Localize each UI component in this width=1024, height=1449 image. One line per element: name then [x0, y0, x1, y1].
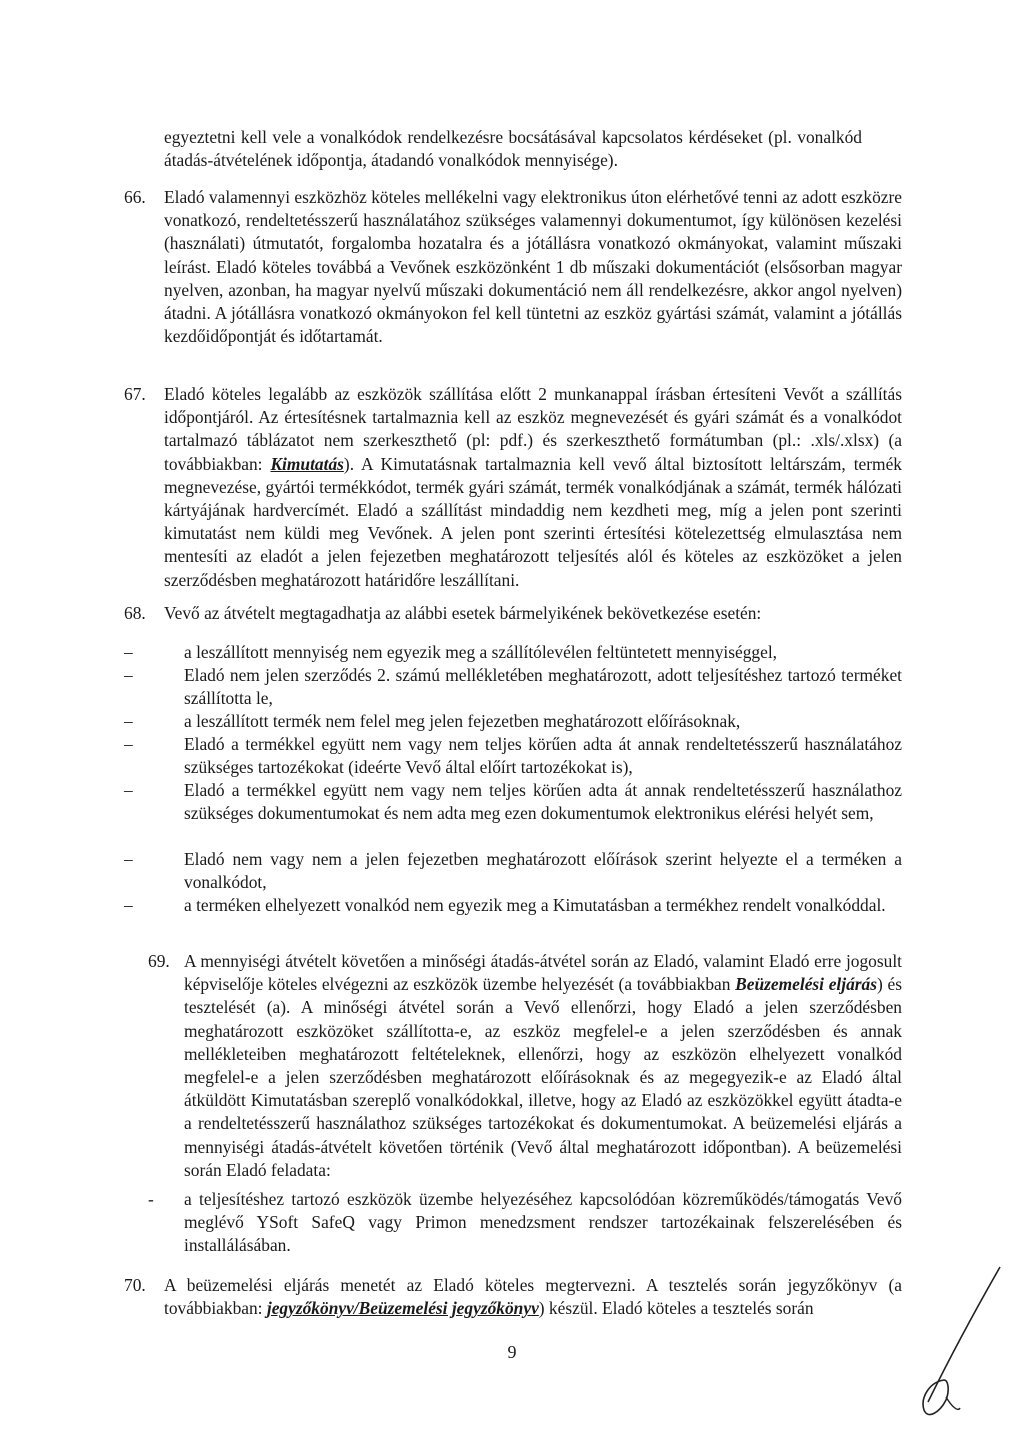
- paragraph-67: [164, 383, 902, 592]
- paragraph-67-part-a: Eladó köteles legalább az eszközök szállítása előtt 2 munkanappal írásban értesíteni Vevőt a szállítás időpontjáról. Az értesítésnek tartalmaznia kell az eszköz megnevezését és gyári számát és a vonalkódot tartalmazó táblázatot nem szerkeszthető (pl: pdf.) és szerkeszthető formátumban (pl.: .xls/.xlsx) (a továbbiakban:: [164, 384, 902, 474]
- paragraph-68: Vevő az átvételt megtagadhatja az alábbi esetek bármelyikének bekövetkezése esetén:: [164, 603, 762, 623]
- paragraph-number-69: 69.: [148, 951, 170, 971]
- paragraph-70-part-b: ) készül. Eladó köteles a tesztelés során: [538, 1298, 814, 1319]
- term-jegyzokonyv: jegyzőkönyv/Beüzemelési jegyzőkönyv: [266, 1298, 539, 1319]
- list-bullet: –: [124, 734, 133, 754]
- paragraph-70: [164, 1274, 902, 1320]
- paragraph-number-70: 70.: [124, 1275, 146, 1295]
- list-item: a terméken elhelyezett vonalkód nem egyezik meg a Kimutatásban a termékhez rendelt vonalkóddal.: [184, 895, 886, 915]
- list-bullet: -: [148, 1189, 154, 1209]
- list-item: a leszállított mennyiség nem egyezik meg a szállítólevélen feltüntetett mennyiséggel,: [184, 642, 778, 662]
- list-item: Eladó nem jelen szerződés 2. számú mellékletében meghatározott, adott teljesítéshez tartozó terméket szállította le,: [184, 665, 902, 709]
- list-bullet: –: [124, 711, 133, 731]
- signature-mark: [900, 1262, 1010, 1422]
- term-kimutatas: Kimutatás: [270, 453, 344, 474]
- paragraph-number-67: 67.: [124, 384, 146, 404]
- paragraph-69-part-b: ) és tesztelését (a). A minőségi átvétel során a Vevő ellenőrzi, hogy Eladó a jelen szerződésben meghatározott eszközöket szállította-e, az eszköz megfelel-e a jelen szerződésben és annak mellékleteiben meghatározott feltételeknek, ellenőrzi, hogy az eszközön elhelyezett vonalkód megfelel-e a jelen szerződésben meghatározott előírásoknak és az megegyezik-e az Eladó által átküldött Kimutatásban szereplő vonalkódokkal, illetve, hogy az Eladó az eszközökkel együtt átadta-e a rendeltetésszerű használathoz szükséges tartozékokat és dokumentumokat. A beüzemelési eljárás a mennyiségi átadás-átvételt követően történik (Vevő által meghatározott időpontban). A beüzemelési során Eladó feladata:: [184, 974, 902, 1180]
- list-item: Eladó a termékkel együtt nem vagy nem teljes körűen adta át annak rendeltetésszerű használathoz szükséges dokumentumokat és nem adta meg ezen dokumentumok elektronikus elérési helyét sem,: [184, 780, 902, 824]
- list-item: Eladó nem vagy nem a jelen fejezetben meghatározott előírások szerint helyezte el a terméken a vonalkódot,: [184, 849, 902, 893]
- list-bullet: –: [124, 665, 133, 685]
- list-bullet: –: [124, 780, 133, 800]
- list-item: a leszállított termék nem felel meg jelen fejezetben meghatározott előírásoknak,: [184, 711, 741, 731]
- list-item: Eladó a termékkel együtt nem vagy nem teljes körűen adta át annak rendeltetésszerű használatához szükséges tartozékokat (ideérte Vevő által előírt tartozékokat is),: [184, 734, 902, 778]
- list-bullet: –: [124, 895, 133, 915]
- paragraph-number-68: 68.: [124, 603, 146, 623]
- paragraph-66: Eladó valamennyi eszközhöz köteles mellékelni vagy elektronikus úton elérhetővé tenni az adott eszközre vonatkozó, rendeltetésszerű használatához szükséges valamennyi dokumentumot, így különösen kezelési (használati) útmutatót, forgalomba hozatalra és a jótállásra vonatkozó okmányokat, valamint műszaki leírást. Eladó köteles továbbá a Vevőnek eszközönként 1 db műszaki dokumentációt (elsősorban magyar nyelven, azonban, ha magyar nyelvű műszaki dokumentáció nem áll rendelkezésre, akkor angol nyelven) átadni. A jótállásra vonatkozó okmányokon fel kell tüntetni az eszköz gyártási számát, valamint a jótállás kezdőidőpontját és időtartamát.: [164, 187, 902, 347]
- paragraph-70-part-a: A beüzemelési eljárás menetét az Eladó köteles megtervezni. A tesztelés során jegyzőkönyv (a továbbiakban:: [164, 1275, 902, 1319]
- intro-continuation: egyeztetni kell vele a vonalkódok rendelkezésre bocsátásával kapcsolatos kérdéseket (pl. vonalkód átadás-átvételének időpontja, átadandó vonalkódok mennyisége).: [164, 127, 862, 171]
- term-beuzemelesi-eljaras: Beüzemelési eljárás: [735, 974, 878, 995]
- list-item: a teljesítéshez tartozó eszközök üzembe helyezéséhez kapcsolódóan közreműködés/támogatás Vevő meglévő YSoft SafeQ vagy Primon menedzsment rendszer tartozékainak felszerelésében és installálásában.: [184, 1189, 902, 1256]
- paragraph-69-part-a: A mennyiségi átvételt követően a minőségi átadás-átvétel során az Eladó, valamint Eladó erre jogosult képviselője köteles elvégezni az eszközök üzembe helyezését (a továbbiakban: [184, 951, 902, 995]
- list-bullet: –: [124, 849, 133, 869]
- list-bullet: –: [124, 642, 133, 662]
- paragraph-69: [184, 950, 902, 1182]
- page-number: 9: [507, 1342, 517, 1362]
- paragraph-number-66: 66.: [124, 187, 146, 207]
- paragraph-67-part-b: ). A Kimutatásnak tartalmaznia kell vevő által biztosított leltárszám, termék megnevezése, gyártói termékkódot, termék gyári számát, termék vonalkódjának a számát, termék hálózati kártyájának hardvercímét. Eladó a szállítást mindaddig nem kezdheti meg, míg a jelen pont szerinti kimutatást nem küldi meg Vevőnek. A jelen pont szerinti értesítési kötelezettség elmulasztása nem mentesíti az eladót a jelen fejezetben meghatározott teljesítés alól és köteles az eszközöket a jelen szerződésben meghatározott határidőre leszállítani.: [164, 453, 902, 590]
